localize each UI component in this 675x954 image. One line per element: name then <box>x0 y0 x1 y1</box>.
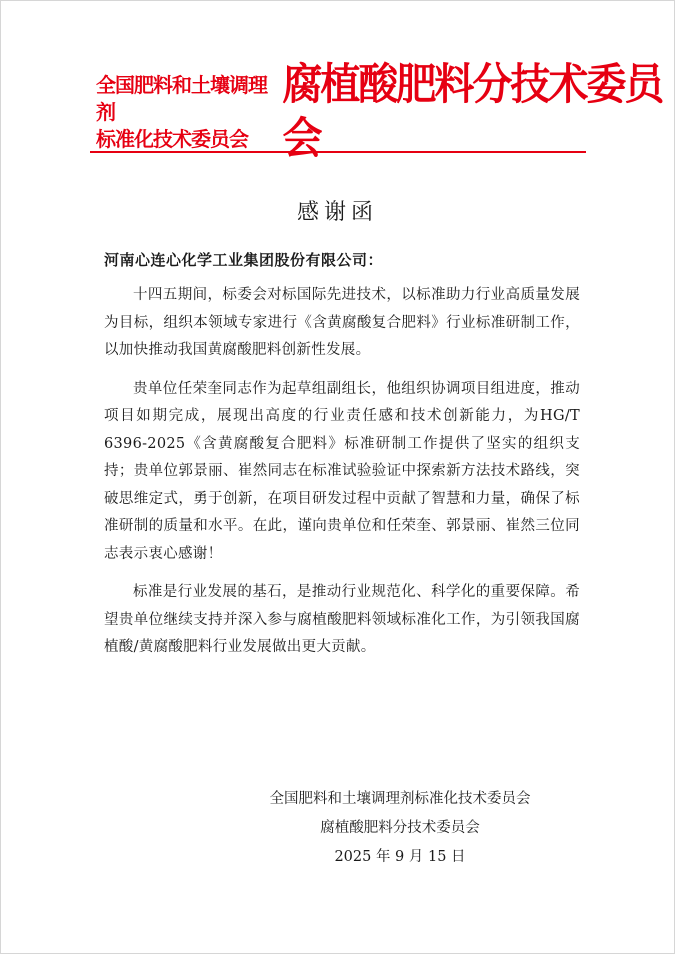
letterhead-org-line1: 全国肥料和土壤调理剂 <box>96 72 267 124</box>
letterhead-rule <box>90 151 586 153</box>
letter-signature <box>240 785 560 872</box>
letter-paragraph-3: 标准是行业发展的基石，是推动行业规范化、科学化的重要保障。希望贵单位继续支持并深入参与腐植酸肥料领域标准化工作，为引领我国腐植酸/黄腐酸肥料行业发展做出更大贡献。 <box>104 584 580 655</box>
letterhead-org-line2: 标准化技术委员会 <box>96 126 248 151</box>
letter-salutation: 河南心连心化学工业集团股份有限公司： <box>104 251 384 269</box>
letter-title: 感谢函 <box>296 200 378 225</box>
signature-line2: 腐植酸肥料分技术委员会 <box>320 820 480 836</box>
letterhead-subcommittee: 腐植酸肥料分技术委员会 <box>282 60 663 164</box>
letter-body <box>104 282 580 673</box>
letterhead-org <box>96 72 274 153</box>
letterhead <box>96 60 675 164</box>
signature-line1: 全国肥料和土壤调理剂标准化技术委员会 <box>269 791 531 807</box>
signature-date: 2025 年 9 月 15 日 <box>334 849 466 865</box>
letter-paragraph-1: 十四五期间，标委会对标国际先进技术，以标准助力行业高质量发展为目标，组织本领域专家进行《含黄腐酸复合肥料》行业标准研制工作，以加快推动我国黄腐酸肥料创新性发展。 <box>104 287 580 358</box>
letter-paragraph-2: 贵单位任荣奎同志作为起草组副组长，他组织协调项目组进度，推动项目如期完成，展现出高度的行业责任感和技术创新能力，为HG/T 6396-2025《含黄腐酸复合肥料》标准研制工作提供了坚实的组织支持；贵单位郭景丽、崔然同志在标准试验验证中探索新方法技术路线，突破思维定式，勇于创新，在项目研发过程中贡献了智慧和力量，确保了标准研制的质量和水平。在此，谨向贵单位和任荣奎、郭景丽、崔然三位同志表示衷心感谢！ <box>104 380 580 562</box>
